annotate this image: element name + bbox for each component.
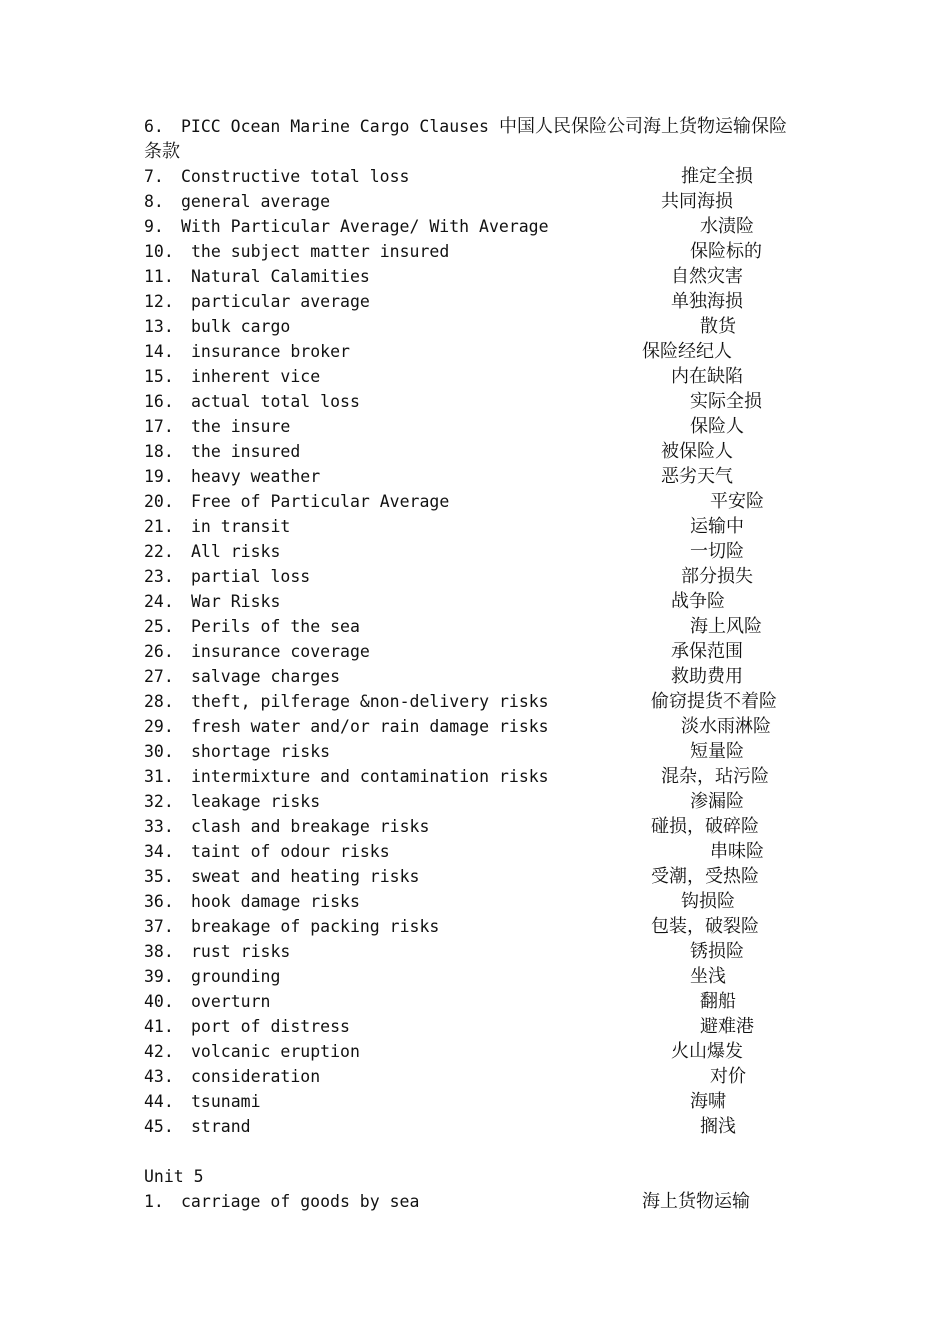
english-term: port of distress [191, 1017, 350, 1036]
chinese-term: 救助费用 [671, 666, 743, 687]
chinese-term: 共同海损 [661, 191, 733, 212]
item-number: 40. [144, 992, 174, 1011]
english-term: theft, pilferage &non-delivery risks [191, 692, 549, 711]
item-number: 42. [144, 1042, 174, 1061]
item-number: 32. [144, 792, 174, 811]
item-number: 23. [144, 567, 174, 586]
item-number: 44. [144, 1092, 174, 1111]
chinese-term: 包装，破裂险 [651, 916, 759, 937]
chinese-term: 海上货物运输 [642, 1191, 750, 1212]
chinese-term: 渗漏险 [690, 791, 744, 812]
chinese-term: 散货 [700, 316, 736, 337]
english-term: heavy weather [191, 467, 321, 486]
item-number: 24. [144, 592, 174, 611]
item-number: 27. [144, 667, 174, 686]
chinese-term: 翻船 [700, 991, 736, 1012]
english-term: hook damage risks [191, 892, 360, 911]
english-term: the subject matter insured [191, 242, 450, 261]
item-number: 38. [144, 942, 174, 961]
item-number: 35. [144, 867, 174, 886]
chinese-term: 部分损失 [681, 566, 753, 587]
chinese-term: 坐浅 [690, 966, 726, 987]
item-number: 1. [144, 1192, 164, 1211]
chinese-term: 短量险 [690, 741, 744, 762]
item-number: 8. [144, 192, 164, 211]
english-term: carriage of goods by sea [181, 1192, 420, 1211]
english-term: rust risks [191, 942, 291, 961]
english-term: breakage of packing risks [191, 917, 440, 936]
item-number: 11. [144, 267, 174, 286]
english-term: fresh water and/or rain damage risks [191, 717, 549, 736]
chinese-term: 一切险 [690, 541, 744, 562]
chinese-term: 战争险 [671, 591, 725, 612]
english-term: leakage risks [191, 792, 321, 811]
item-number: 10. [144, 242, 174, 261]
item-number: 13. [144, 317, 174, 336]
english-term: particular average [191, 292, 370, 311]
chinese-term: 保险经纪人 [642, 341, 732, 362]
chinese-term: 锈损险 [690, 941, 744, 962]
item-number: 14. [144, 342, 174, 361]
english-term: insurance broker [191, 342, 350, 361]
item-number: 43. [144, 1067, 174, 1086]
chinese-term: 海上风险 [690, 616, 762, 637]
chinese-term-continuation: 条款 [144, 141, 180, 162]
chinese-term: 受潮，受热险 [651, 866, 759, 887]
english-term: Constructive total loss [181, 167, 410, 186]
chinese-term: 串味险 [710, 841, 764, 862]
english-term: overturn [191, 992, 271, 1011]
item-number: 29. [144, 717, 174, 736]
item-number: 28. [144, 692, 174, 711]
item-number: 12. [144, 292, 174, 311]
item-number: 6. [144, 117, 164, 136]
item-number: 20. [144, 492, 174, 511]
item-number: 18. [144, 442, 174, 461]
item-number: 22. [144, 542, 174, 561]
english-term: in transit [191, 517, 291, 536]
english-term: War Risks [191, 592, 281, 611]
unit-heading: Unit 5 [144, 1167, 204, 1186]
english-term: tsunami [191, 1092, 261, 1111]
english-term: the insured [191, 442, 301, 461]
english-term: With Particular Average/ With Average [181, 217, 549, 236]
chinese-term: 保险标的 [690, 241, 762, 262]
english-term: PICC Ocean Marine Cargo Clauses [181, 117, 489, 136]
item-number: 19. [144, 467, 174, 486]
item-number: 41. [144, 1017, 174, 1036]
chinese-term: 单独海损 [671, 291, 743, 312]
chinese-term: 避难港 [700, 1016, 754, 1037]
item-number: 9. [144, 217, 164, 236]
item-number: 17. [144, 417, 174, 436]
english-term: sweat and heating risks [191, 867, 420, 886]
item-number: 7. [144, 167, 164, 186]
chinese-term: 碰损，破碎险 [651, 816, 759, 837]
item-number: 15. [144, 367, 174, 386]
chinese-term: 淡水雨淋险 [681, 716, 771, 737]
item-number: 25. [144, 617, 174, 636]
chinese-term: 海啸 [690, 1091, 726, 1112]
chinese-term: 水渍险 [700, 216, 754, 237]
item-number: 21. [144, 517, 174, 536]
english-term: Free of Particular Average [191, 492, 450, 511]
item-number: 33. [144, 817, 174, 836]
chinese-term: 推定全损 [681, 166, 753, 187]
english-term: grounding [191, 967, 281, 986]
item-number: 37. [144, 917, 174, 936]
english-term: inherent vice [191, 367, 321, 386]
english-term: the insure [191, 417, 291, 436]
english-term: shortage risks [191, 742, 331, 761]
english-term: strand [191, 1117, 251, 1136]
chinese-term: 实际全损 [690, 391, 762, 412]
english-term: intermixture and contamination risks [191, 767, 549, 786]
english-term: insurance coverage [191, 642, 370, 661]
chinese-term: 钩损险 [681, 891, 735, 912]
english-term: Natural Calamities [191, 267, 370, 286]
chinese-term: 内在缺陷 [671, 366, 743, 387]
chinese-term: 中国人民保险公司海上货物运输保险 [499, 116, 787, 137]
chinese-term: 自然灾害 [671, 266, 743, 287]
chinese-term: 火山爆发 [671, 1041, 743, 1062]
english-term: partial loss [191, 567, 311, 586]
english-term: Perils of the sea [191, 617, 360, 636]
chinese-term: 偷窃提货不着险 [651, 691, 777, 712]
chinese-term: 被保险人 [661, 441, 733, 462]
chinese-term: 搁浅 [700, 1116, 736, 1137]
item-number: 45. [144, 1117, 174, 1136]
english-term: taint of odour risks [191, 842, 390, 861]
item-number: 34. [144, 842, 174, 861]
english-term: salvage charges [191, 667, 341, 686]
chinese-term: 承保范围 [671, 641, 743, 662]
chinese-term: 混杂，玷污险 [661, 766, 769, 787]
item-number: 31. [144, 767, 174, 786]
english-term: clash and breakage risks [191, 817, 430, 836]
chinese-term: 平安险 [710, 491, 764, 512]
english-term: volcanic eruption [191, 1042, 360, 1061]
item-number: 26. [144, 642, 174, 661]
chinese-term: 保险人 [690, 416, 744, 437]
chinese-term: 恶劣天气 [661, 466, 733, 487]
english-term: bulk cargo [191, 317, 291, 336]
item-number: 36. [144, 892, 174, 911]
chinese-term: 对价 [710, 1066, 746, 1087]
english-term: All risks [191, 542, 281, 561]
item-number: 16. [144, 392, 174, 411]
english-term: actual total loss [191, 392, 360, 411]
english-term: general average [181, 192, 331, 211]
english-term: consideration [191, 1067, 321, 1086]
item-number: 30. [144, 742, 174, 761]
item-number: 39. [144, 967, 174, 986]
chinese-term: 运输中 [690, 516, 744, 537]
